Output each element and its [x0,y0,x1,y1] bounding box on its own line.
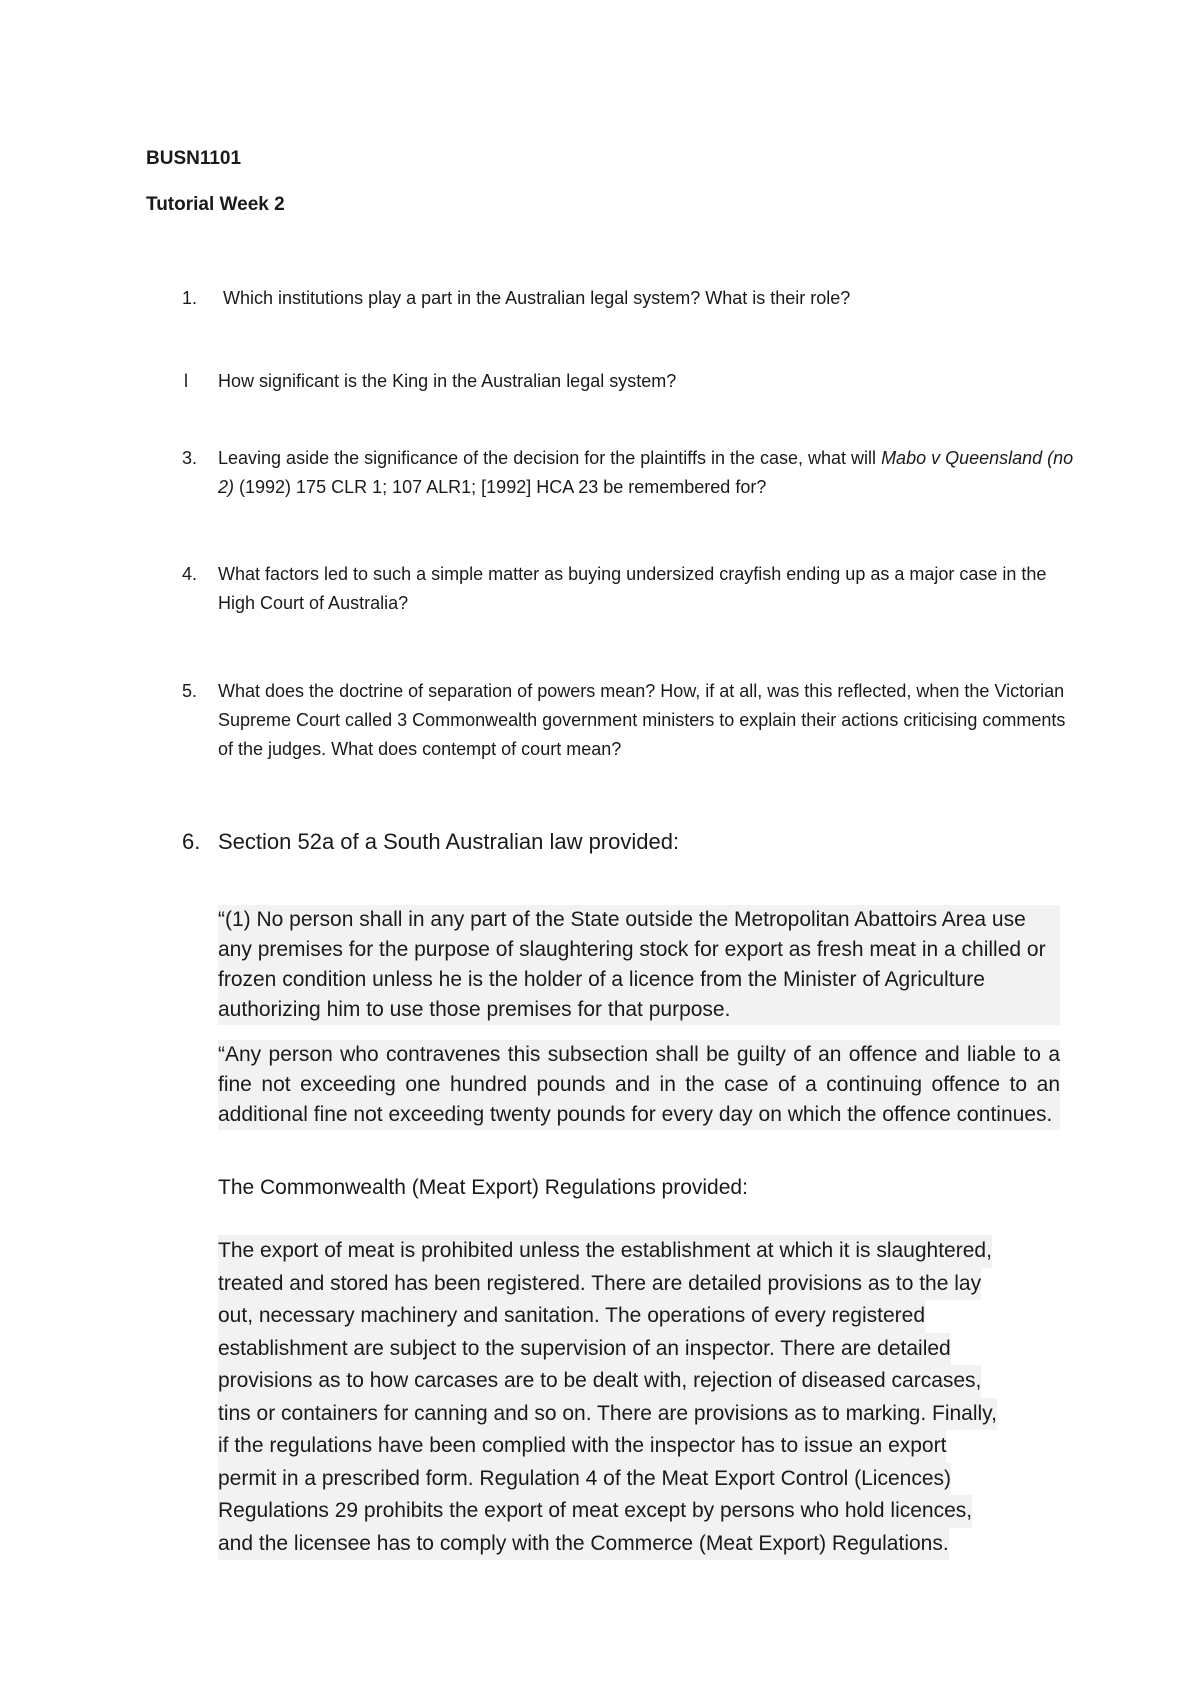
course-code: BUSN1101 [146,148,242,169]
question-text [218,444,1082,502]
regulations-line: permit in a prescribed form. Regulation 4 of the Meat Export Control (Licences) [218,1463,951,1496]
question-number: 4. [182,564,198,584]
regulations-line: The export of meat is prohibited unless the establishment at which it is slaughtered, [218,1235,992,1268]
question-number: l [184,371,188,391]
regulations-line: provisions as to how carcases are to be dealt with, rejection of diseased carcases, [218,1365,981,1398]
regulations-line: treated and stored has been registered. There are detailed provisions as to the lay [218,1268,981,1301]
section-quote-para-1: “(1) No person shall in any part of the State outside the Metropolitan Abattoirs Area use any premises for the purpose of slaughtering stock for export as fresh meat in a chilled or frozen condition unless he is the holder of a licence from the Minister of Agriculture authorizing him to use those premises for that purpose. [218,905,1060,1025]
regulations-line: and the licensee has to comply with the Commerce (Meat Export) Regulations. [218,1528,949,1561]
regulations-line: Regulations 29 prohibits the export of meat except by persons who hold licences, [218,1495,972,1528]
section-quote-para-2: “Any person who contravenes this subsection shall be guilty of an offence and liable to a fine not exceeding one hundred pounds and in the case of a continuing offence to an additional fine not exceeding twenty pounds for every day on which the offence continues. [218,1040,1060,1130]
question-text-part: Leaving aside the significance of the decision for the plaintiffs in the case, what will [218,448,882,468]
question-6 [182,827,1082,857]
case-name: Mabo v Queensland (no 2) [218,448,1074,497]
tutorial-title: Tutorial Week 2 [146,194,285,215]
question-text: Section 52a of a South Australian law provided: [218,829,680,854]
question-number: 5. [182,681,198,701]
question-2 [182,367,1082,396]
question-number: 6. [182,829,201,854]
question-3 [182,444,1082,502]
question-1 [182,284,1082,313]
regulations-text [218,1235,1058,1560]
question-5 [182,677,1082,764]
question-number: 1. [182,288,198,308]
question-text: How significant is the King in the Australian legal system? [218,371,677,391]
question-text: What does the doctrine of separation of powers mean? How, if at all, was this reflected, when the Victorian Supreme Court called 3 Commonwealth government ministers to explain their actions criticising comments of the judges. What does contempt of court mean? [218,681,1066,759]
regulations-line: if the regulations have been complied with the inspector has to issue an export [218,1430,946,1463]
regulations-line: establishment are subject to the supervision of an inspector. There are detailed [218,1333,951,1366]
regulations-line: out, necessary machinery and sanitation. The operations of every registered [218,1300,925,1333]
question-text: What factors led to such a simple matter as buying undersized crayfish ending up as a major case in the High Court of Australia? [218,564,1047,613]
question-text: Which institutions play a part in the Australian legal system? What is their role? [218,288,851,308]
question-text-part: (1992) 175 CLR 1; 107 ALR1; [1992] HCA 23 be remembered for? [234,477,767,497]
regulations-heading: The Commonwealth (Meat Export) Regulations provided: [218,1176,748,1199]
regulations-line: tins or containers for canning and so on. There are provisions as to marking. Finally, [218,1398,997,1431]
question-4 [182,560,1082,618]
question-number: 3. [182,448,198,468]
